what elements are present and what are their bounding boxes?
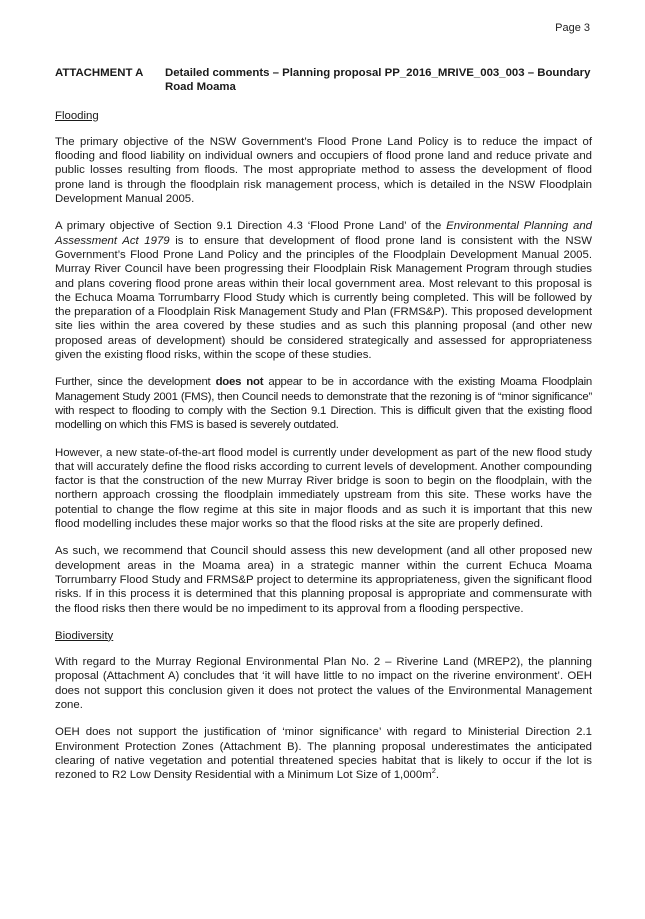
emphasis-does-not: does not — [215, 376, 264, 389]
flooding-paragraph-2-text-b: is to ensure that development of flood prone land is consistent with the NSW Government’s Flood Prone Land Policy and the principles of the Floodplain Development Manual 2005. Murray River Council have been progressing their Floodplain Risk Management Program through studies and plans covering flood prone areas within their local government area. Most relevant to this proposal is the Echuca Moama Torrumbarry Flood Study which is currently being completed. This will be followed by the preparation of a Floodplain Risk Management Study and Plan (FRMS&P). This proposed development site lies within the area covered by these studies and as such this planning proposal (and other new proposed areas of development) should be considered strategically and assessed for appropriateness given the existing flood risks, within the scope of these studies. — [55, 234, 592, 362]
biodiversity-paragraph-2 — [55, 725, 592, 782]
flooding-paragraph-4: However, a new state-of-the-art flood model is currently under development as part of the new flood study that will accurately define the flood risks according to current levels of development. Another compounding factor is that the construction of the new Murray River bridge is soon to begin on the floodplain, with the northern approach crossing the floodplain immediately upstream from this site. These works have the potential to change the flow regime at this site in major floods and as such it is important that this new flood modelling includes these major works so that the flood risks at the site are properly defined. — [55, 446, 592, 531]
flooding-paragraph-3-text-a: Further, since the development — [55, 376, 216, 389]
flooding-paragraph-5: As such, we recommend that Council should assess this new development (and all other proposed new development areas in the Moama area) in a strategic manner within the current Echuca Moama Torrumbarry Flood Study and FRMS&P project to determine its appropriateness, given the significant flood risks. If in this process it is determined that this planning proposal is appropriate and commensurate with the flood risks then there would be no impediment to its approval from a flooding perspective. — [55, 545, 592, 615]
flooding-paragraph-3-text-b: appear to be in accordance with the existing Moama Floodplain Management Study 2001 (FMS), then Council needs to demonstrate that the rezoning is of “minor significance” with respect to flooding to comply with the Section 9.1 Direction. This is difficult given that the existing flood modelling on which this FMS is based is severely outdated. — [55, 376, 592, 432]
page-number: Page 3 — [555, 22, 590, 34]
flooding-paragraph-1: The primary objective of the NSW Government’s Flood Prone Land Policy is to reduce the impact of flooding and flood liability on individual owners and occupiers of flood prone land and reduce private and public losses resulting from floods. The most appropriate method to assess the development of flood prone land is through the floodplain risk management process, which is detailed in the NSW Floodplain Development Manual 2005. — [55, 135, 592, 206]
flooding-paragraph-2-text-a: A primary objective of Section 9.1 Direction 4.3 ‘Flood Prone Land’ of the — [55, 220, 447, 233]
flooding-paragraph-3 — [55, 375, 592, 432]
biodiversity-paragraph-2-end: . — [435, 769, 440, 782]
flooding-heading: Flooding — [55, 109, 99, 122]
biodiversity-paragraph-1: With regard to the Murray Regional Environmental Plan No. 2 – Riverine Land (MREP2), the planning proposal (Attachment A) concludes that ‘it will have little to no impact on the riverine environment’. OEH does not support this conclusion given it does not protect the values of the Environmental Management zone. — [55, 656, 592, 711]
document-body — [55, 66, 592, 795]
attachment-label: ATTACHMENT A — [55, 67, 144, 79]
attachment-title: Detailed comments – Planning proposal PP_2016_MRIVE_003_003 – Boundary Road Moama — [165, 67, 591, 94]
flooding-paragraph-2 — [55, 219, 592, 362]
biodiversity-heading: Biodiversity — [55, 629, 114, 642]
biodiversity-paragraph-2-text: OEH does not support the justification of ‘minor significance’ with regard to Ministerial Direction 2.1 Environment Protection Zones (Attachment B). The planning proposal underestimates the anticipated clearing of native vegetation and potential threatened species habitat that is likely to occur if the lot is rezoned to R2 Low Density Residential with a Minimum Lot Size of 1,000m — [55, 726, 592, 782]
attachment-header — [55, 66, 592, 95]
act-title: Environmental Planning and Assessment Act 1979 — [55, 220, 592, 247]
superscript-2: 2 — [431, 766, 436, 776]
